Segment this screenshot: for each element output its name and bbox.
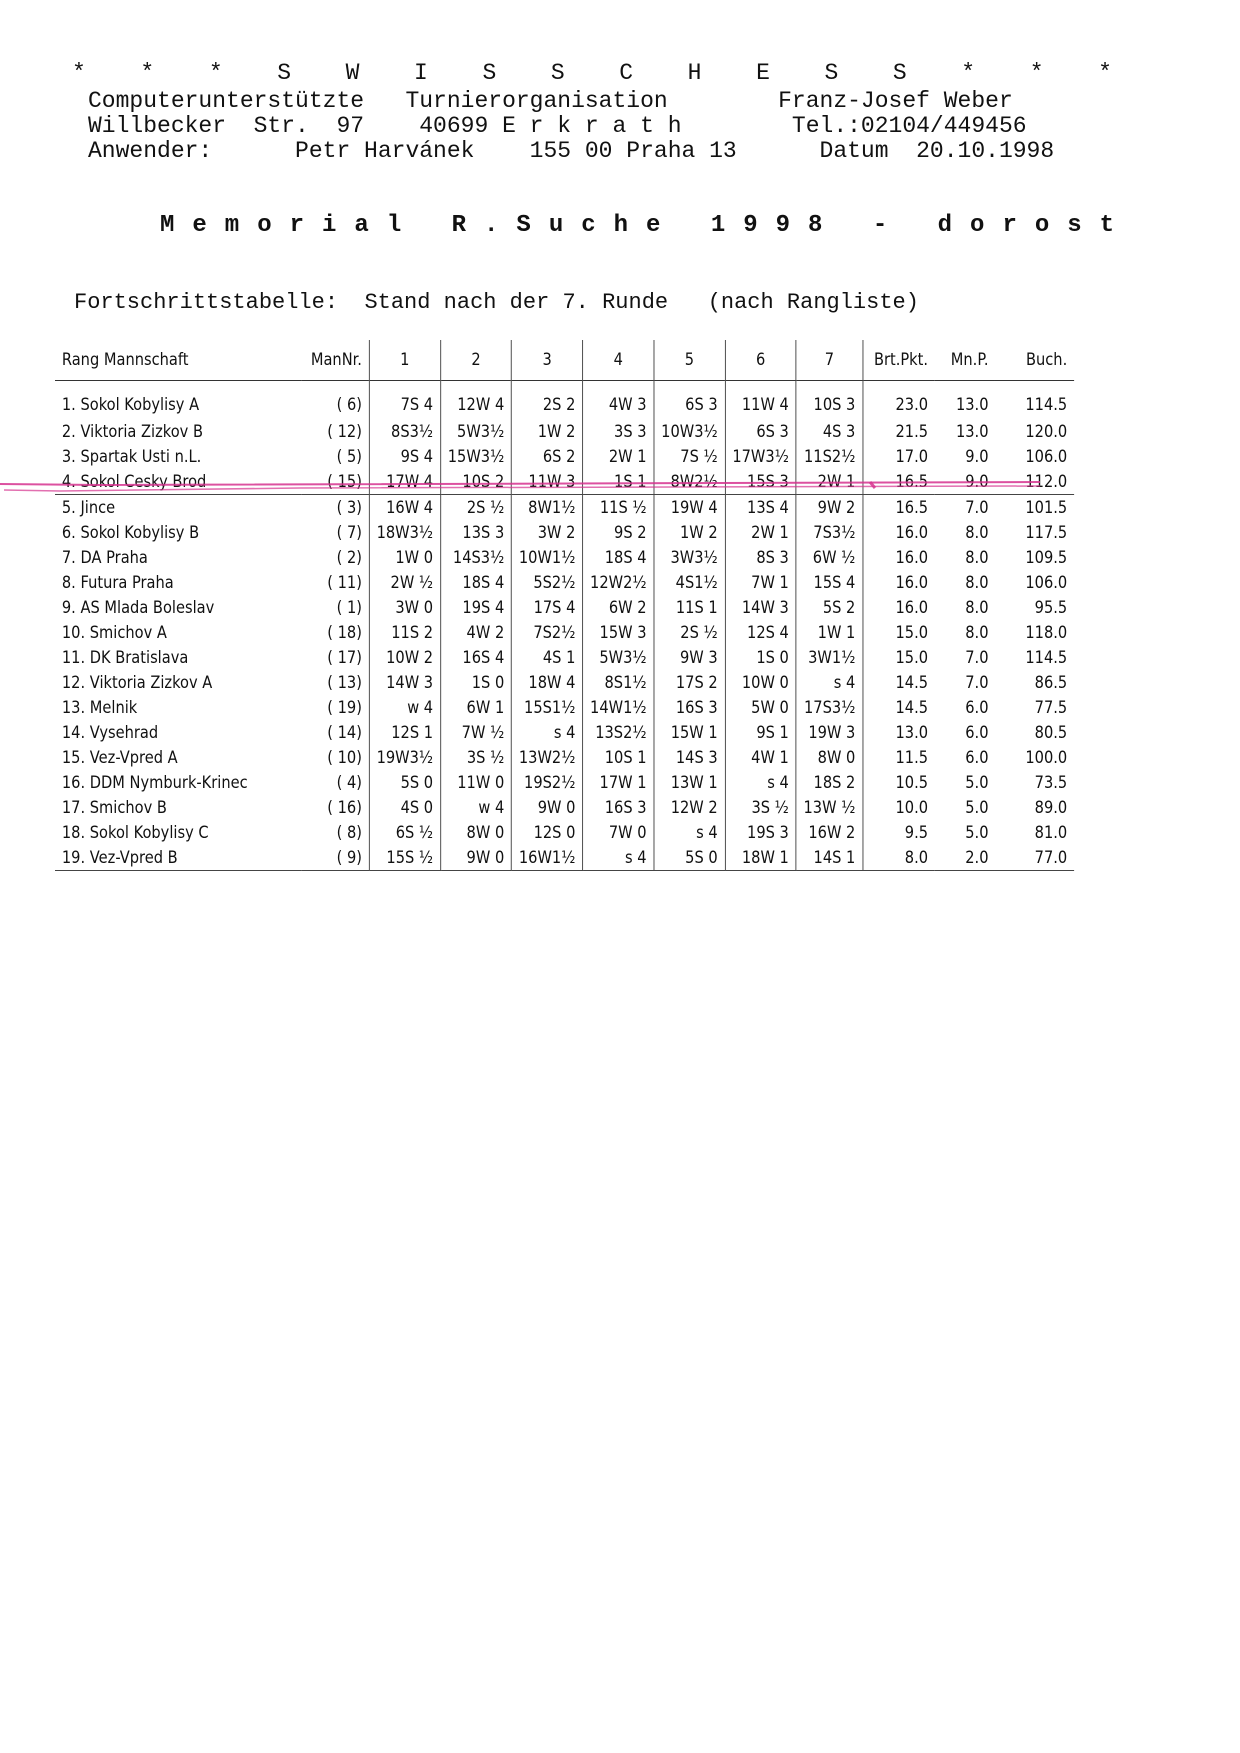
- table-row: [55, 845, 1074, 871]
- title-char: S: [892, 60, 907, 86]
- round-7-result: s 4: [796, 670, 863, 695]
- round-7-result: 13W ½: [796, 795, 863, 820]
- round-4-result: 2W 1: [583, 444, 654, 469]
- buchholz: 114.5: [1025, 647, 1068, 668]
- team-name: 6. Sokol Kobylisy B: [61, 522, 200, 543]
- round-4-result: 5W3½: [583, 645, 654, 670]
- title-char: S: [824, 60, 839, 86]
- round-4-result: 15W 3: [583, 620, 654, 645]
- board-points: 13.0: [895, 722, 929, 743]
- title-char: W: [345, 60, 360, 86]
- round-3-result: 11W 3: [512, 469, 583, 495]
- team-number: ( 5): [301, 444, 369, 469]
- round-3-result: 1W 2: [512, 419, 583, 444]
- buchholz: 89.0: [1034, 797, 1068, 818]
- event-title: Memorial R.Suche 1998 - dorost: [160, 212, 1133, 239]
- table-row: [55, 720, 1074, 745]
- header-round-2: 2: [440, 340, 511, 381]
- round-2-result: 10S 2: [440, 469, 511, 495]
- round-3-result: 4S 1: [512, 645, 583, 670]
- table-row: [55, 595, 1074, 620]
- team-name: 10. Smichov A: [61, 622, 167, 643]
- round-1-result: 18W3½: [369, 520, 440, 545]
- team-number: ( 13): [301, 670, 369, 695]
- team-name: 1. Sokol Kobylisy A: [61, 395, 200, 415]
- team-name: 12. Viktoria Zizkov A: [61, 672, 213, 693]
- round-7-result: 3W1½: [796, 645, 863, 670]
- round-6-result: 9S 1: [725, 720, 796, 745]
- match-points: 5.0: [965, 797, 989, 818]
- round-4-result: 17W 1: [583, 770, 654, 795]
- header-round-6: 6: [725, 340, 796, 381]
- round-2-result: 9W 0: [440, 845, 511, 871]
- round-6-result: 7W 1: [725, 570, 796, 595]
- match-points: 6.0: [965, 747, 989, 768]
- buchholz: 101.5: [1025, 497, 1068, 518]
- team-number: ( 2): [301, 545, 369, 570]
- round-7-result: 17S3½: [796, 695, 863, 720]
- round-5-result: 14S 3: [654, 745, 725, 770]
- board-points: 16.0: [895, 597, 929, 618]
- round-2-result: 1S 0: [440, 670, 511, 695]
- title-char: *: [208, 60, 223, 86]
- title-char: S: [277, 60, 292, 86]
- progress-table-caption: Fortschrittstabelle: Stand nach der 7. Runde (nach Rangliste): [74, 290, 919, 315]
- round-5-result: s 4: [654, 820, 725, 845]
- round-2-result: 14S3½: [440, 545, 511, 570]
- board-points: 14.5: [895, 672, 929, 693]
- match-points: 2.0: [935, 845, 995, 871]
- round-4-result: 16S 3: [583, 795, 654, 820]
- round-5-result: 4S1½: [654, 570, 725, 595]
- team-name: 3. Spartak Usti n.L.: [61, 446, 202, 467]
- round-7-result: 5S 2: [796, 595, 863, 620]
- team-name: 17. Smichov B: [61, 797, 167, 818]
- round-5-result: 12W 2: [654, 795, 725, 820]
- table-header-row: [55, 340, 1074, 381]
- team-number: ( 10): [301, 745, 369, 770]
- team-name: 13. Melnik: [61, 697, 138, 718]
- team-number: ( 9): [301, 845, 369, 871]
- table-row: [55, 795, 1074, 820]
- round-6-result: 2W 1: [725, 520, 796, 545]
- board-points: 16.0: [895, 572, 929, 593]
- round-6-result: 17W3½: [725, 444, 796, 469]
- round-6-result: 6S 3: [725, 419, 796, 444]
- title-char: *: [72, 60, 86, 86]
- header-board-points: Brt.Pkt.: [873, 350, 929, 370]
- table-row: [55, 770, 1074, 795]
- title-char: S: [550, 60, 565, 86]
- match-points: 6.0: [965, 722, 989, 743]
- team-name: 18. Sokol Kobylisy C: [61, 822, 209, 843]
- header-rank-team: Rang Mannschaft: [61, 350, 189, 370]
- title-char: H: [687, 60, 702, 86]
- team-name: 5. Jince: [61, 497, 116, 518]
- header-team-number: ManNr.: [301, 340, 369, 381]
- match-points: 8.0: [965, 522, 989, 543]
- title-char: *: [1098, 60, 1112, 86]
- title-char: C: [619, 60, 634, 86]
- match-points: 7.0: [965, 672, 989, 693]
- round-1-result: 6S ½: [369, 820, 440, 845]
- match-points: 8.0: [965, 547, 989, 568]
- team-name: 2. Viktoria Zizkov B: [61, 421, 204, 442]
- buchholz: 86.5: [1034, 672, 1068, 693]
- round-7-result: 10S 3: [796, 381, 863, 420]
- round-5-result: 9W 3: [654, 645, 725, 670]
- header-round-5: 5: [654, 340, 725, 381]
- round-7-result: 8W 0: [796, 745, 863, 770]
- round-5-result: 16S 3: [654, 695, 725, 720]
- round-1-result: 14W 3: [369, 670, 440, 695]
- match-points: 7.0: [965, 497, 989, 518]
- round-3-result: 16W1½: [512, 845, 583, 871]
- board-points: 10.5: [895, 772, 929, 793]
- round-1-result: 3W 0: [369, 595, 440, 620]
- round-2-result: 13S 3: [440, 520, 511, 545]
- round-6-result: 19S 3: [725, 820, 796, 845]
- round-2-result: 18S 4: [440, 570, 511, 595]
- board-points: 8.0: [863, 845, 935, 871]
- round-6-result: 11W 4: [725, 381, 796, 420]
- table-row: [55, 745, 1074, 770]
- round-1-result: 9S 4: [369, 444, 440, 469]
- team-number: ( 6): [301, 381, 369, 420]
- round-1-result: 12S 1: [369, 720, 440, 745]
- team-name: 9. AS Mlada Boleslav: [61, 597, 215, 618]
- round-6-result: 10W 0: [725, 670, 796, 695]
- round-1-result: 17W 4: [369, 469, 440, 495]
- team-number: ( 19): [301, 695, 369, 720]
- round-3-result: 15S1½: [512, 695, 583, 720]
- round-6-result: s 4: [725, 770, 796, 795]
- buchholz: 106.0: [1025, 446, 1068, 467]
- round-3-result: 13W2½: [512, 745, 583, 770]
- round-7-result: 18S 2: [796, 770, 863, 795]
- board-points: 14.5: [895, 697, 929, 718]
- board-points: 17.0: [895, 446, 929, 467]
- board-points: 16.5: [863, 469, 935, 495]
- buchholz: 114.5: [1025, 395, 1068, 415]
- round-4-result: 12W2½: [583, 570, 654, 595]
- round-4-result: 18S 4: [583, 545, 654, 570]
- round-2-result: 12W 4: [440, 381, 511, 420]
- buchholz: 109.5: [1025, 547, 1068, 568]
- round-3-result: 19S2½: [512, 770, 583, 795]
- header-match-points: Mn.P.: [950, 350, 989, 370]
- round-1-result: 11S 2: [369, 620, 440, 645]
- team-number: ( 4): [301, 770, 369, 795]
- round-7-result: 15S 4: [796, 570, 863, 595]
- round-5-result: 5S 0: [654, 845, 725, 871]
- round-4-result: 13S2½: [583, 720, 654, 745]
- round-7-result: 16W 2: [796, 820, 863, 845]
- round-2-result: 5W3½: [440, 419, 511, 444]
- header-line-software: Computerunterstützte Turnierorganisation Franz-Josef Weber: [88, 88, 1013, 114]
- table-row: [55, 444, 1074, 469]
- round-5-result: 15W 1: [654, 720, 725, 745]
- table-row: [55, 645, 1074, 670]
- round-1-result: 5S 0: [369, 770, 440, 795]
- round-3-result: 2S 2: [512, 381, 583, 420]
- buchholz: 112.0: [995, 469, 1074, 495]
- round-6-result: 14W 3: [725, 595, 796, 620]
- board-points: 15.0: [895, 622, 929, 643]
- team-number: ( 11): [301, 570, 369, 595]
- round-6-result: 4W 1: [725, 745, 796, 770]
- round-2-result: w 4: [440, 795, 511, 820]
- board-points: 9.5: [904, 822, 929, 843]
- buchholz: 77.0: [995, 845, 1074, 871]
- round-7-result: 7S3½: [796, 520, 863, 545]
- table-row: [55, 469, 1074, 495]
- round-4-result: 14W1½: [583, 695, 654, 720]
- table-row: [55, 520, 1074, 545]
- round-7-result: 6W ½: [796, 545, 863, 570]
- match-points: 5.0: [965, 822, 989, 843]
- round-4-result: 1S 1: [583, 469, 654, 495]
- round-4-result: 11S ½: [583, 495, 654, 521]
- header-buchholz: Buch.: [1025, 350, 1068, 370]
- header-round-7: 7: [796, 340, 863, 381]
- round-4-result: 6W 2: [583, 595, 654, 620]
- match-points: 8.0: [965, 597, 989, 618]
- round-1-result: 4S 0: [369, 795, 440, 820]
- team-number: ( 8): [301, 820, 369, 845]
- round-5-result: 1W 2: [654, 520, 725, 545]
- header-line-user: Anwender: Petr Harvánek 155 00 Praha 13 Datum 20.10.1998: [88, 138, 1055, 164]
- table-row: [55, 695, 1074, 720]
- match-points: 8.0: [965, 572, 989, 593]
- round-3-result: 12S 0: [512, 820, 583, 845]
- table-row: [55, 670, 1074, 695]
- round-3-result: 18W 4: [512, 670, 583, 695]
- board-points: 16.0: [895, 547, 929, 568]
- header-round-4: 4: [583, 340, 654, 381]
- round-1-result: 2W ½: [369, 570, 440, 595]
- team-name: 8. Futura Praha: [61, 572, 174, 593]
- board-points: 15.0: [895, 647, 929, 668]
- match-points: 13.0: [955, 395, 989, 415]
- board-points: 10.0: [895, 797, 929, 818]
- round-6-result: 3S ½: [725, 795, 796, 820]
- round-4-result: 4W 3: [583, 381, 654, 420]
- round-5-result: 6S 3: [654, 381, 725, 420]
- team-number: ( 14): [301, 720, 369, 745]
- round-3-result: 8W1½: [512, 495, 583, 521]
- buchholz: 120.0: [1025, 421, 1068, 442]
- buchholz: 73.5: [1034, 772, 1068, 793]
- standings-table: [55, 340, 1074, 871]
- round-4-result: 8S1½: [583, 670, 654, 695]
- buchholz: 118.0: [1025, 622, 1068, 643]
- round-1-result: 10W 2: [369, 645, 440, 670]
- table-row: [55, 381, 1074, 420]
- team-number: ( 18): [301, 620, 369, 645]
- round-5-result: 2S ½: [654, 620, 725, 645]
- round-3-result: 10W1½: [512, 545, 583, 570]
- table-row: [55, 570, 1074, 595]
- buchholz: 117.5: [1025, 522, 1068, 543]
- match-points: 9.0: [965, 446, 989, 467]
- title-char: *: [1029, 60, 1044, 86]
- table-row: [55, 620, 1074, 645]
- round-3-result: 3W 2: [512, 520, 583, 545]
- round-5-result: 3W3½: [654, 545, 725, 570]
- match-points: 6.0: [965, 697, 989, 718]
- round-7-result: 19W 3: [796, 720, 863, 745]
- round-5-result: 8W2½: [654, 469, 725, 495]
- team-number: ( 12): [301, 419, 369, 444]
- match-points: 5.0: [965, 772, 989, 793]
- title-char: *: [961, 60, 976, 86]
- table-row: [55, 419, 1074, 444]
- team-name: 15. Vez-Vpred A: [61, 747, 178, 768]
- round-6-result: 5W 0: [725, 695, 796, 720]
- team-number: ( 17): [301, 645, 369, 670]
- round-2-result: 4W 2: [440, 620, 511, 645]
- round-2-result: 3S ½: [440, 745, 511, 770]
- round-4-result: 9S 2: [583, 520, 654, 545]
- round-1-result: 19W3½: [369, 745, 440, 770]
- round-6-result: 12S 4: [725, 620, 796, 645]
- title-char: S: [482, 60, 497, 86]
- standings-body: [55, 381, 1074, 871]
- round-1-result: 16W 4: [369, 495, 440, 521]
- round-7-result: 9W 2: [796, 495, 863, 521]
- round-5-result: 11S 1: [654, 595, 725, 620]
- round-2-result: 2S ½: [440, 495, 511, 521]
- round-6-result: 18W 1: [725, 845, 796, 871]
- round-1-result: 8S3½: [369, 419, 440, 444]
- round-6-result: 8S 3: [725, 545, 796, 570]
- team-number: ( 7): [301, 520, 369, 545]
- team-number: ( 16): [301, 795, 369, 820]
- round-2-result: 8W 0: [440, 820, 511, 845]
- round-4-result: 10S 1: [583, 745, 654, 770]
- round-5-result: 7S ½: [654, 444, 725, 469]
- round-6-result: 15S 3: [725, 469, 796, 495]
- team-name: 16. DDM Nymburk-Krinec: [61, 772, 248, 793]
- buchholz: 100.0: [1025, 747, 1068, 768]
- round-3-result: 9W 0: [512, 795, 583, 820]
- title-char: *: [140, 60, 155, 86]
- round-3-result: 17S 4: [512, 595, 583, 620]
- header-round-1: 1: [369, 340, 440, 381]
- round-2-result: 7W ½: [440, 720, 511, 745]
- team-name: 11. DK Bratislava: [61, 647, 189, 668]
- round-3-result: 5S2½: [512, 570, 583, 595]
- buchholz: 80.5: [1034, 722, 1068, 743]
- round-7-result: 11S2½: [796, 444, 863, 469]
- header-round-3: 3: [512, 340, 583, 381]
- round-1-result: w 4: [369, 695, 440, 720]
- team-name: 14. Vysehrad: [61, 722, 159, 743]
- round-3-result: s 4: [512, 720, 583, 745]
- round-2-result: 6W 1: [440, 695, 511, 720]
- table-row: [55, 495, 1074, 521]
- swiss-chess-title: [72, 60, 1112, 86]
- round-3-result: 7S2½: [512, 620, 583, 645]
- match-points: 13.0: [955, 421, 989, 442]
- team-name: 19. Vez-Vpred B: [55, 845, 301, 871]
- round-5-result: 17S 2: [654, 670, 725, 695]
- team-name: 4. Sokol Cesky Brod: [55, 469, 301, 495]
- team-name: 7. DA Praha: [61, 547, 148, 568]
- round-4-result: 7W 0: [583, 820, 654, 845]
- team-number: ( 3): [301, 495, 369, 521]
- round-2-result: 19S 4: [440, 595, 511, 620]
- buchholz: 106.0: [1025, 572, 1068, 593]
- round-6-result: 1S 0: [725, 645, 796, 670]
- board-points: 11.5: [895, 747, 929, 768]
- board-points: 21.5: [895, 421, 929, 442]
- round-5-result: 10W3½: [654, 419, 725, 444]
- round-1-result: 7S 4: [369, 381, 440, 420]
- round-7-result: 1W 1: [796, 620, 863, 645]
- buchholz: 77.5: [1034, 697, 1068, 718]
- round-7-result: 4S 3: [796, 419, 863, 444]
- table-row: [55, 545, 1074, 570]
- board-points: 16.5: [895, 497, 929, 518]
- round-5-result: 19W 4: [654, 495, 725, 521]
- match-points: 8.0: [965, 622, 989, 643]
- round-4-result: 3S 3: [583, 419, 654, 444]
- board-points: 23.0: [895, 395, 929, 415]
- round-7-result: 14S 1: [796, 845, 863, 871]
- round-1-result: 1W 0: [369, 545, 440, 570]
- match-points: 7.0: [965, 647, 989, 668]
- table-row: [55, 820, 1074, 845]
- round-7-result: 2W 1: [796, 469, 863, 495]
- round-2-result: 15W3½: [440, 444, 511, 469]
- header-line-address: Willbecker Str. 97 40699 E r k r a t h Tel.:02104/449456: [88, 113, 1027, 139]
- round-2-result: 11W 0: [440, 770, 511, 795]
- buchholz: 81.0: [1034, 822, 1068, 843]
- round-6-result: 13S 4: [725, 495, 796, 521]
- round-2-result: 16S 4: [440, 645, 511, 670]
- match-points: 9.0: [935, 469, 995, 495]
- buchholz: 95.5: [1034, 597, 1068, 618]
- round-1-result: 15S ½: [369, 845, 440, 871]
- board-points: 16.0: [895, 522, 929, 543]
- team-number: ( 15): [301, 469, 369, 495]
- round-3-result: 6S 2: [512, 444, 583, 469]
- title-char: E: [756, 60, 770, 86]
- title-char: I: [414, 60, 428, 86]
- team-number: ( 1): [301, 595, 369, 620]
- round-4-result: s 4: [583, 845, 654, 871]
- round-5-result: 13W 1: [654, 770, 725, 795]
